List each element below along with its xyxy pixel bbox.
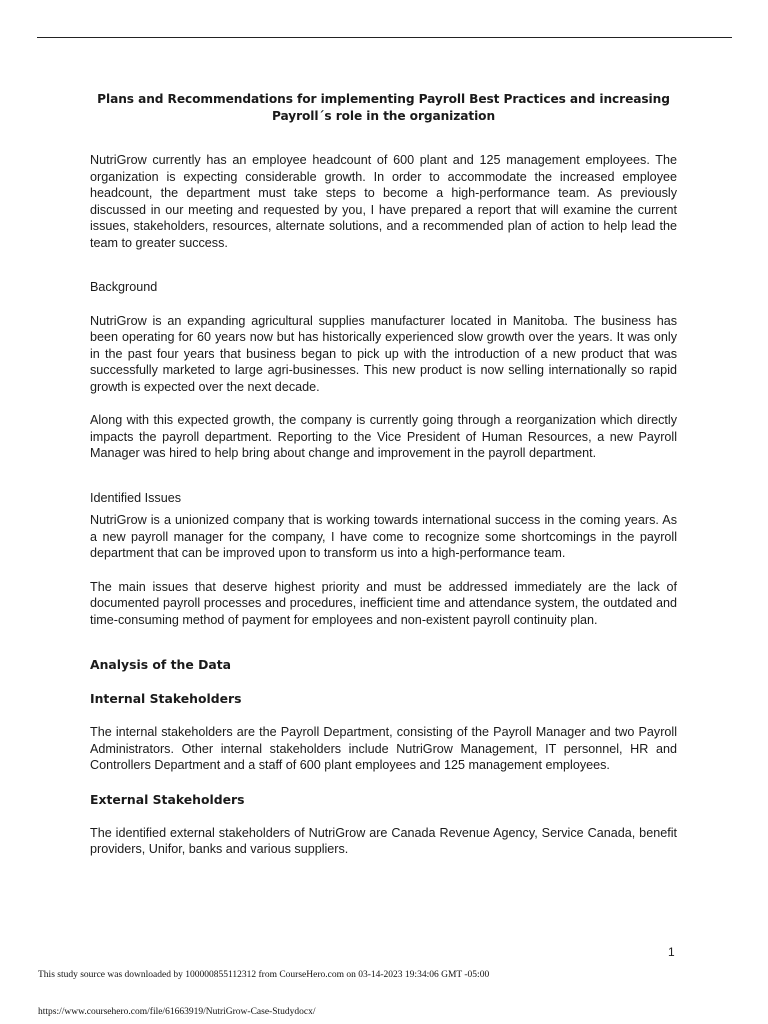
- document-page: [90, 91, 677, 858]
- external-stakeholders-paragraph: The identified external stakeholders of NutriGrow are Canada Revenue Agency, Service Canada, benefit providers, Unifor, banks and various suppliers.: [90, 825, 677, 856]
- issues-paragraph-2: The main issues that deserve highest priority and must be addressed immediately are the lack of documented payroll processes and procedures, inefficient time and attendance system, the outdated and time-consuming method of payment for employees and non-existent payroll continuity plan.: [90, 579, 677, 627]
- page-number: 1: [668, 945, 675, 959]
- background-paragraph-2: Along with this expected growth, the company is currently going through a reorganization which directly impacts the payroll department. Reporting to the Vice President of Human Resources, a new Payroll Manager was hired to help bring about change and improvement in the payroll department.: [90, 413, 677, 460]
- external-stakeholders-heading: External Stakeholders: [90, 791, 245, 807]
- analysis-heading: Analysis of the Data: [90, 657, 232, 672]
- background-heading: Background: [90, 280, 158, 294]
- document-title: Plans and Recommendations for implementing Payroll Best Practices and increasing Payroll´s role in the organization: [97, 92, 670, 123]
- download-source-note: This study source was downloaded by 100000855112312 from CourseHero.com on 03-14-2023 19:34:06 GMT -05:00: [38, 970, 490, 980]
- internal-stakeholders-paragraph: The internal stakeholders are the Payroll Department, consisting of the Payroll Manager and two Payroll Administrators. Other internal stakeholders include NutriGrow Management, IT personnel, HR and Controllers Department and a staff of 600 plant employees and 125 management employees.: [90, 725, 677, 772]
- intro-paragraph: NutriGrow currently has an employee headcount of 600 plant and 125 management employees. The organization is expecting considerable growth. In order to accommodate the increased employee headcount, the department must take steps to become a high-performance team. As previously discussed in our meeting and requested by you, I have prepared a report that will examine the current issues, stakeholders, resources, alternate solutions, and a recommended plan of action to help lead the team to greater success.: [90, 153, 677, 250]
- identified-issues-heading: Identified Issues: [90, 490, 182, 505]
- source-url-link[interactable]: https://www.coursehero.com/file/61663919/NutriGrow-Case-Studydocx/: [38, 1007, 316, 1017]
- issues-paragraph-1: NutriGrow is a unionized company that is working towards international success in the coming years. As a new payroll manager for the company, I have come to recognize some shortcomings in the payroll department that can be improved upon to transform us into a high-performance team.: [90, 513, 677, 560]
- background-paragraph-1: NutriGrow is an expanding agricultural supplies manufacturer located in Manitoba. The business has been operating for 60 years now but has historically experienced slow growth over the years. It was only in the past four years that business began to pick up with the introduction of a new product that was successfully marketed to large agri-businesses. This new product is now selling internationally so rapid growth is expected over the next decade.: [90, 313, 677, 394]
- internal-stakeholders-heading: Internal Stakeholders: [90, 691, 242, 706]
- header-divider: [37, 37, 732, 38]
